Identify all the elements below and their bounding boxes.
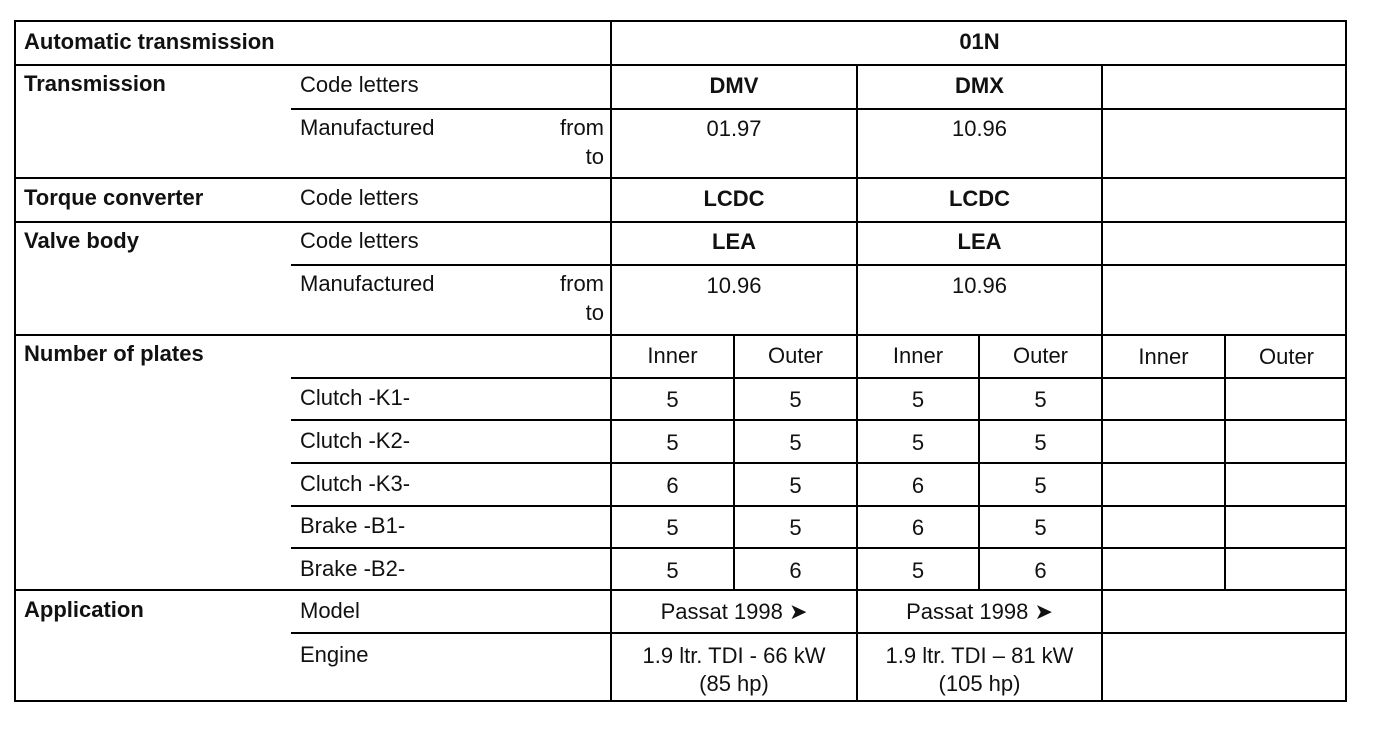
plates-row-label: Brake -B2- bbox=[300, 556, 406, 581]
plates-cell: 5 bbox=[911, 558, 925, 583]
plates-row-label: Clutch -K2- bbox=[300, 428, 411, 453]
application-engine-1-line-1: 1.9 ltr. TDI - 66 kW bbox=[642, 643, 826, 668]
rule-valve-code bbox=[291, 264, 1347, 266]
plates-cell: 5 bbox=[666, 558, 679, 583]
valve-body-code-2: LEA bbox=[957, 229, 1002, 254]
transmission-to-label: to bbox=[585, 144, 604, 169]
application-engine-label: Engine bbox=[300, 642, 369, 667]
plates-cell: 5 bbox=[789, 473, 802, 498]
rule-transmission-code bbox=[291, 108, 1347, 110]
valve-body-manufactured-label: Manufactured bbox=[300, 271, 435, 296]
application-engine-1-line-2: (85 hp) bbox=[699, 671, 769, 696]
rule-sub-col-2 bbox=[978, 334, 980, 589]
transmission-from-label: from bbox=[560, 115, 604, 140]
plates-cell: 6 bbox=[1034, 558, 1047, 583]
transmission-from-1: 01.97 bbox=[706, 116, 762, 141]
plates-header: Outer bbox=[1258, 344, 1315, 369]
rule-sub-col-3 bbox=[1224, 334, 1226, 589]
valve-body-from-2: 10.96 bbox=[951, 273, 1008, 298]
plates-cell: 6 bbox=[911, 515, 925, 540]
plates-cell: 5 bbox=[666, 387, 679, 412]
application-engine-2-line-1: 1.9 ltr. TDI – 81 kW bbox=[885, 643, 1074, 668]
transmission-type-code: 01N bbox=[959, 29, 1000, 54]
table-title: Automatic transmission bbox=[24, 29, 275, 54]
plates-cell: 5 bbox=[1034, 473, 1047, 498]
transmission-manufactured-label: Manufactured bbox=[300, 115, 435, 140]
transmission-code-label: Code letters bbox=[300, 72, 419, 97]
plates-row-label: Brake -B1- bbox=[300, 513, 406, 538]
torque-converter-label: Torque converter bbox=[24, 185, 204, 210]
plates-cell: 5 bbox=[789, 430, 802, 455]
application-model-2: Passat 1998 ➤ bbox=[906, 599, 1053, 624]
plates-cell: 5 bbox=[789, 387, 802, 412]
valve-body-code-label: Code letters bbox=[300, 228, 419, 253]
plates-header: Inner bbox=[892, 343, 944, 368]
torque-converter-code-1: LCDC bbox=[703, 186, 765, 211]
transmission-code-1: DMV bbox=[709, 73, 759, 98]
rule-below-valve-body bbox=[16, 334, 1347, 336]
plates-cell: 5 bbox=[666, 430, 679, 455]
rule-below-plate-headers bbox=[291, 377, 1347, 379]
rule-below-k1 bbox=[291, 419, 1347, 421]
rule-below-b1 bbox=[291, 547, 1347, 549]
plates-cell: 5 bbox=[666, 515, 679, 540]
plates-cell: 5 bbox=[911, 387, 925, 412]
plates-header: Outer bbox=[767, 343, 824, 368]
transmission-from-2: 10.96 bbox=[951, 116, 1008, 141]
valve-body-from-label: from bbox=[560, 271, 604, 296]
plates-row-label: Clutch -K3- bbox=[300, 471, 411, 496]
plates-cell: 6 bbox=[789, 558, 802, 583]
transmission-spec-table bbox=[14, 20, 1347, 702]
valve-body-code-1: LEA bbox=[712, 229, 756, 254]
plates-label: Number of plates bbox=[24, 341, 204, 366]
rule-sub-col-1 bbox=[733, 334, 735, 589]
plates-cell: 5 bbox=[911, 430, 925, 455]
plates-cell: 5 bbox=[789, 515, 802, 540]
application-engine-2-line-2: (105 hp) bbox=[938, 671, 1021, 696]
rule-col-2-3 bbox=[1101, 64, 1103, 702]
plates-cell: 5 bbox=[1034, 515, 1047, 540]
rule-below-header bbox=[16, 64, 1347, 66]
transmission-label: Transmission bbox=[24, 71, 166, 96]
transmission-code-2: DMX bbox=[955, 73, 1004, 98]
torque-converter-code-2: LCDC bbox=[948, 186, 1011, 211]
plates-row-label: Clutch -K1- bbox=[300, 385, 411, 410]
rule-below-k3 bbox=[291, 505, 1347, 507]
rule-below-torque-converter bbox=[16, 221, 1347, 223]
rule-below-model bbox=[291, 632, 1347, 634]
plates-cell: 6 bbox=[911, 473, 925, 498]
valve-body-label: Valve body bbox=[24, 228, 139, 253]
plates-cell: 5 bbox=[1034, 430, 1047, 455]
valve-body-from-1: 10.96 bbox=[706, 273, 762, 298]
torque-converter-code-label: Code letters bbox=[300, 185, 419, 210]
application-model-1: Passat 1998 ➤ bbox=[660, 599, 808, 624]
plates-header: Outer bbox=[1012, 343, 1069, 368]
rule-below-k2 bbox=[291, 462, 1347, 464]
plates-header: Inner bbox=[647, 343, 698, 368]
rule-below-transmission bbox=[16, 177, 1347, 179]
application-label: Application bbox=[24, 597, 144, 622]
plates-header: Inner bbox=[1138, 344, 1189, 369]
plates-cell: 5 bbox=[1034, 387, 1047, 412]
application-model-label: Model bbox=[300, 598, 360, 623]
valve-body-to-label: to bbox=[585, 300, 604, 325]
plates-cell: 6 bbox=[666, 473, 679, 498]
rule-below-plates bbox=[16, 589, 1347, 591]
